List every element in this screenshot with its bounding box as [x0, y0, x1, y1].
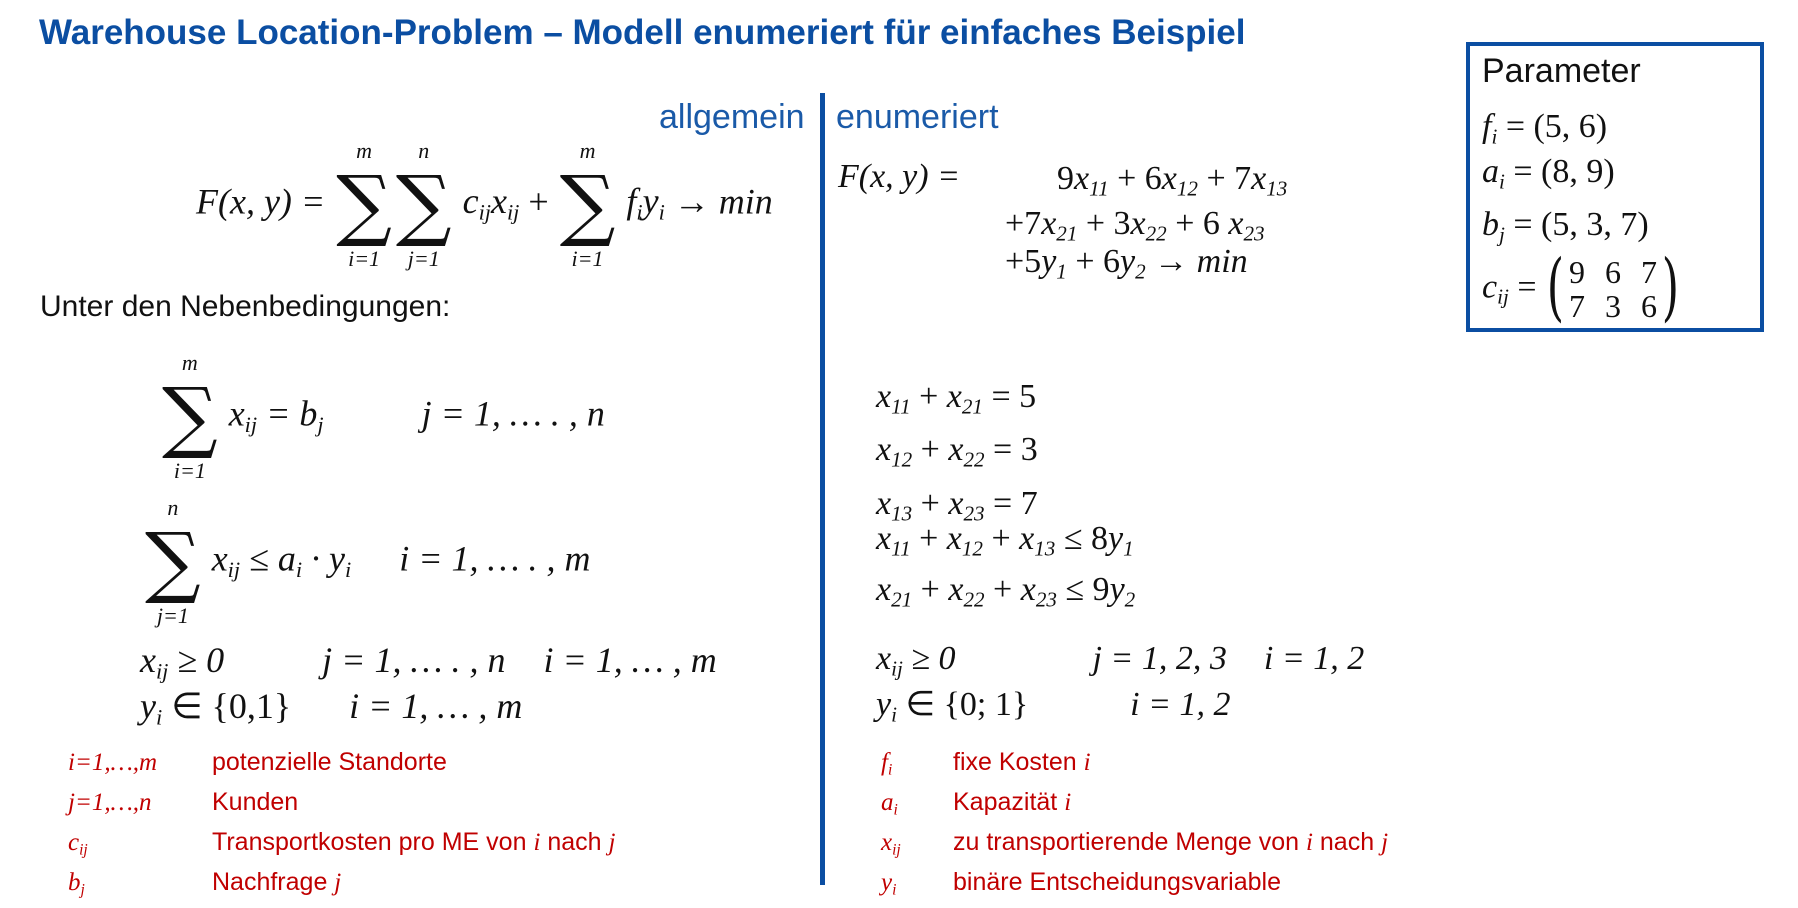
legend-description: Kapazität [953, 788, 1065, 816]
legend-variable: j [334, 869, 342, 896]
general-constraint-demand: m ∑ i=1 $x_{ij} = b_j$ j = 1, … . , n [162, 350, 605, 484]
legend-symbol-base: a [881, 789, 894, 816]
general-objective [196, 140, 773, 270]
plus-sign: + [982, 520, 1020, 557]
legend-text [212, 828, 615, 857]
rhs: = 5 [982, 378, 1037, 415]
legend-symbol [68, 829, 212, 860]
legend-symbol-base: x [881, 829, 893, 856]
matrix-row [1559, 256, 1667, 290]
plus-sign: + [528, 181, 549, 222]
variable: x [1251, 160, 1267, 197]
legend-variable: j [608, 829, 616, 856]
variable: x [876, 484, 892, 522]
variable: x [876, 571, 892, 609]
matrix-cell: 7 [1569, 287, 1585, 324]
legend-description: nach [540, 828, 609, 856]
variable-index: 22 [963, 587, 985, 612]
sum-i-symbol: m ∑ i=1 [336, 138, 392, 272]
coefficient: + 6 [1166, 205, 1229, 242]
legend-symbol-index: ij [892, 841, 901, 859]
general-constraint-nonneg: $x_{ij} \ge 0$ j = 1, … . , n i = 1, … , m [140, 640, 717, 684]
objective-lhs: F(x, y) = [196, 181, 326, 222]
legend-symbol [881, 749, 953, 780]
rhs: ≤ 8 [1055, 520, 1108, 557]
legend-variable: i [1083, 749, 1091, 776]
variable-index: 22 [1145, 221, 1167, 246]
demand-constraint-row [876, 375, 1038, 428]
objective-term [1066, 243, 1146, 284]
sum-upper: n [418, 138, 430, 163]
legend-symbol-index: i [887, 761, 893, 779]
legend-row [68, 868, 615, 908]
legend-symbol-index: i [893, 801, 898, 819]
plus-sign: + [984, 571, 1021, 609]
enum-constraint-nonneg: $x_{ij} \ge 0$ j = 1, 2, 3 i = 1, 2 [876, 640, 1365, 681]
legend-text [212, 868, 341, 897]
variable-index: 11 [1089, 176, 1109, 201]
matrix-cell: 7 [1641, 254, 1657, 290]
objective-term [1005, 205, 1078, 246]
legend-row [68, 788, 615, 828]
cost-term: $c_{ij}x_{ij}$ [462, 181, 520, 226]
capacity-constraint-row [876, 518, 1135, 569]
constraints-heading: Unter den Nebenbedingungen: [40, 290, 451, 323]
general-constraint-binary: $y_i$ ∈ {0,1} i = 1, … , m [140, 686, 523, 730]
variable: x [948, 571, 964, 609]
plus-sign: + [912, 571, 949, 609]
legend-left [68, 748, 615, 908]
sum-j-symbol: n ∑ j=1 [395, 138, 452, 272]
variable: x [876, 520, 892, 557]
rhs: ≤ 9 [1056, 571, 1110, 609]
general-constraint-capacity: n ∑ j=1 $x_{ij} \le a_i \cdot y_i$ i = 1, … . , m [145, 495, 591, 629]
variable-index: 12 [961, 536, 983, 561]
legend-description: zu transportierende Menge von [953, 828, 1306, 856]
variable-index: 23 [1035, 587, 1057, 612]
sum-upper: n [167, 495, 179, 520]
legend-description: binäre Entscheidungsvariable [953, 868, 1281, 896]
plus-sign: + [912, 484, 949, 522]
variable-index: 21 [1056, 221, 1078, 246]
coefficient: + 7 [1197, 160, 1252, 197]
legend-variable: i [533, 829, 541, 856]
objective-term [1005, 243, 1067, 284]
enum-capacity-constraints [876, 518, 1135, 621]
sum-lower: j=1 [156, 603, 189, 629]
variable: x [948, 431, 964, 469]
variable-index: 11 [891, 394, 911, 419]
objective-term [1166, 205, 1265, 246]
arrow-min: → min [673, 181, 773, 222]
label-allgemein: allgemein [659, 98, 805, 136]
enum-objective-lhs: F(x, y) = [838, 158, 961, 195]
legend-row [68, 748, 615, 788]
legend-symbol-index: j [80, 881, 85, 899]
rhs: = 3 [984, 431, 1038, 469]
legend-variable: j [1381, 829, 1389, 856]
variable-index: 11 [891, 536, 911, 561]
variable: x [1074, 160, 1090, 197]
variable-index: 22 [963, 447, 985, 472]
legend-symbol [881, 789, 953, 820]
plus-sign: + [912, 431, 949, 469]
sum-i-symbol-2: m ∑ i=1 [559, 138, 616, 272]
coefficient: 9 [1057, 160, 1074, 197]
parameter-title: Parameter [1482, 52, 1641, 90]
variable-index: 23 [1243, 221, 1265, 246]
legend-description: nach [1312, 828, 1382, 856]
variable-index: 23 [963, 500, 985, 525]
coefficient: + 6 [1108, 160, 1162, 197]
legend-description: Transportkosten pro ME von [212, 828, 534, 856]
param-a: $a_i = (8$, 9) [1482, 153, 1615, 194]
param-b: $b_j = (5$, 3, 7) [1482, 206, 1649, 247]
objective-term [1077, 205, 1167, 246]
coefficient: +7 [1005, 205, 1042, 242]
matrix-cell: 9 [1569, 254, 1585, 290]
label-enumeriert: enumeriert [836, 98, 999, 136]
param-c: $c_{ij}$ = ( 9 6 7 7 3 6 ) [1482, 244, 1680, 330]
page-title: Warehouse Location-Problem – Modell enumeriert für einfaches Beispiel [39, 13, 1246, 52]
sum-upper: m [579, 138, 596, 163]
rhs: = 7 [984, 484, 1038, 522]
legend-symbol [68, 749, 212, 777]
legend-text [953, 868, 1281, 897]
matrix-cell: 3 [1605, 287, 1621, 324]
arrow-min: → min [1154, 243, 1248, 280]
legend-text [953, 748, 1091, 777]
variable-index: 13 [891, 500, 913, 525]
range-i: i = 1, … . , m [399, 538, 591, 579]
coefficient: + 6 [1066, 243, 1121, 280]
variable: x [1041, 205, 1057, 242]
legend-text [953, 788, 1071, 817]
param-f: $f_i = (5$, 6) [1482, 108, 1608, 149]
variable-index: 2 [1124, 587, 1136, 612]
demand-constraint-row [876, 428, 1038, 481]
coefficient: +5 [1005, 243, 1042, 280]
fixed-cost-term: $f_iy_i$ [626, 181, 665, 226]
variable: y [1109, 571, 1125, 609]
variable-index: 21 [961, 394, 983, 419]
coefficient: + 3 [1077, 205, 1131, 242]
legend-symbol-base: f [881, 749, 888, 776]
variable-index: 21 [891, 587, 913, 612]
legend-row [881, 828, 1388, 868]
variable: x [1161, 160, 1177, 197]
legend-row [881, 868, 1388, 908]
enum-objective-line-3 [1005, 245, 1248, 282]
objective-term [1057, 160, 1109, 201]
legend-symbol-index: ij [79, 841, 88, 859]
sum-lower: j=1 [407, 246, 440, 272]
variable-index: 12 [1176, 176, 1198, 201]
legend-symbol-base: j=1,…,n [68, 789, 152, 816]
variable: x [876, 378, 892, 415]
variable: x [948, 484, 964, 522]
enum-constraint-binary: $y_i$ ∈ {0; 1} i = 1, 2 [876, 686, 1231, 727]
variable-index: 1 [1123, 536, 1134, 561]
variable: x [1019, 520, 1035, 557]
objective-term [1197, 160, 1288, 201]
plus-sign: + [910, 378, 947, 415]
variable: x [946, 520, 962, 557]
cost-matrix: ( 9 6 7 7 3 6 ) [1546, 244, 1680, 330]
variable: y [1041, 243, 1057, 280]
variable: x [1130, 205, 1146, 242]
legend-symbol [68, 789, 212, 817]
variable-index: 13 [1266, 176, 1288, 201]
legend-symbol [68, 869, 212, 900]
legend-description: Nachfrage [212, 868, 335, 896]
variable: x [1228, 205, 1244, 242]
matrix-cell: 6 [1641, 287, 1657, 324]
objective-term [1108, 160, 1198, 201]
legend-description: fixe Kosten [953, 748, 1084, 776]
legend-symbol-base: b [68, 869, 81, 896]
legend-symbol [881, 829, 953, 860]
sum-lower: i=1 [571, 246, 604, 272]
legend-symbol-base: c [68, 829, 80, 856]
legend-symbol [881, 869, 953, 900]
matrix-cell: 6 [1605, 254, 1621, 290]
variable-index: 2 [1135, 259, 1146, 284]
legend-symbol-base: i=1,…,m [68, 749, 158, 776]
enum-objective-line-2 [1005, 207, 1265, 244]
variable: x [876, 431, 892, 469]
enum-demand-constraints [876, 375, 1038, 535]
variable-index: 13 [1034, 536, 1056, 561]
sum-lower: i=1 [173, 458, 206, 484]
sum-lower: i=1 [348, 246, 381, 272]
enum-objective-line-1 [1057, 162, 1287, 199]
sum-j-symbol: n ∑ j=1 [145, 495, 201, 629]
legend-row [881, 788, 1388, 828]
plus-sign: + [910, 520, 947, 557]
legend-variable: i [1064, 789, 1072, 816]
column-divider [820, 93, 825, 885]
legend-row [881, 748, 1388, 788]
legend-variable: i [1306, 829, 1313, 856]
legend-description: potenzielle Standorte [212, 748, 447, 776]
legend-text [212, 788, 298, 817]
variable: y [1108, 520, 1124, 557]
capacity-constraint-row [876, 569, 1135, 620]
range-j: j = 1, … . , n [421, 393, 605, 434]
matrix-row [1559, 290, 1667, 324]
legend-right [881, 748, 1388, 908]
variable-index: 1 [1056, 259, 1067, 284]
legend-symbol-base: y [881, 869, 893, 896]
sum-i-symbol: m ∑ i=1 [162, 350, 218, 484]
variable: x [1020, 571, 1036, 609]
legend-symbol-index: i [892, 881, 897, 899]
variable: x [946, 378, 962, 415]
sum-upper: m [181, 350, 198, 375]
legend-text [212, 748, 447, 777]
legend-description: Kunden [212, 788, 299, 816]
variable-index: 12 [891, 447, 913, 472]
legend-text [953, 828, 1388, 857]
sum-upper: m [356, 138, 372, 163]
variable: y [1120, 243, 1136, 280]
legend-row [68, 828, 615, 868]
